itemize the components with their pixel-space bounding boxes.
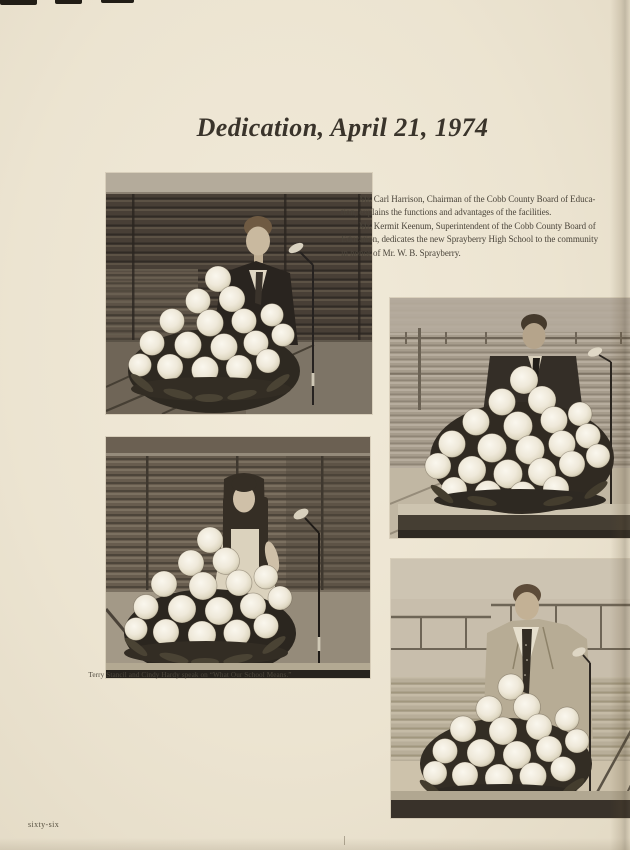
- page-title: Dedication, April 21, 1974: [196, 113, 489, 143]
- photo-illustration-speaker-table-flowers: [390, 298, 630, 538]
- scan-artifact: [55, 0, 82, 4]
- photo-illustration-speaker-light-suit: [391, 559, 630, 818]
- article-line: in honor of Mr. W. B. Sprayberry.: [341, 247, 461, 258]
- article-line: tion, explains the functions and advantages of the facilities.: [341, 207, 552, 218]
- photo-top-left: [106, 173, 372, 414]
- page-number: sixty-six: [28, 820, 60, 829]
- article-line: Mr. Kermit Keenum, Superintendent of the Cobb County Board of: [359, 220, 596, 231]
- photo-caption: Terry Stancil and Cindy Hardy speak on “What Our School Means.”: [88, 671, 292, 679]
- article-line: Education, dedicates the new Sprayberry High School to the community: [341, 234, 599, 245]
- photo-top-right: [390, 298, 630, 538]
- scan-artifact: [0, 0, 37, 5]
- article-line: Mr. Carl Harrison, Chairman of the Cobb County Board of Educa-: [359, 194, 596, 204]
- photo-bottom-right: [391, 559, 630, 818]
- photo-illustration-speaker-dark-suit: [106, 173, 372, 414]
- photo-bottom-left: [106, 437, 370, 678]
- page-edge-shadow: [0, 838, 630, 850]
- page-edge-shadow: [610, 0, 630, 850]
- photo-illustration-speaker-white-dress: [106, 437, 370, 678]
- scan-artifact: [101, 0, 134, 3]
- article-text: [341, 193, 630, 260]
